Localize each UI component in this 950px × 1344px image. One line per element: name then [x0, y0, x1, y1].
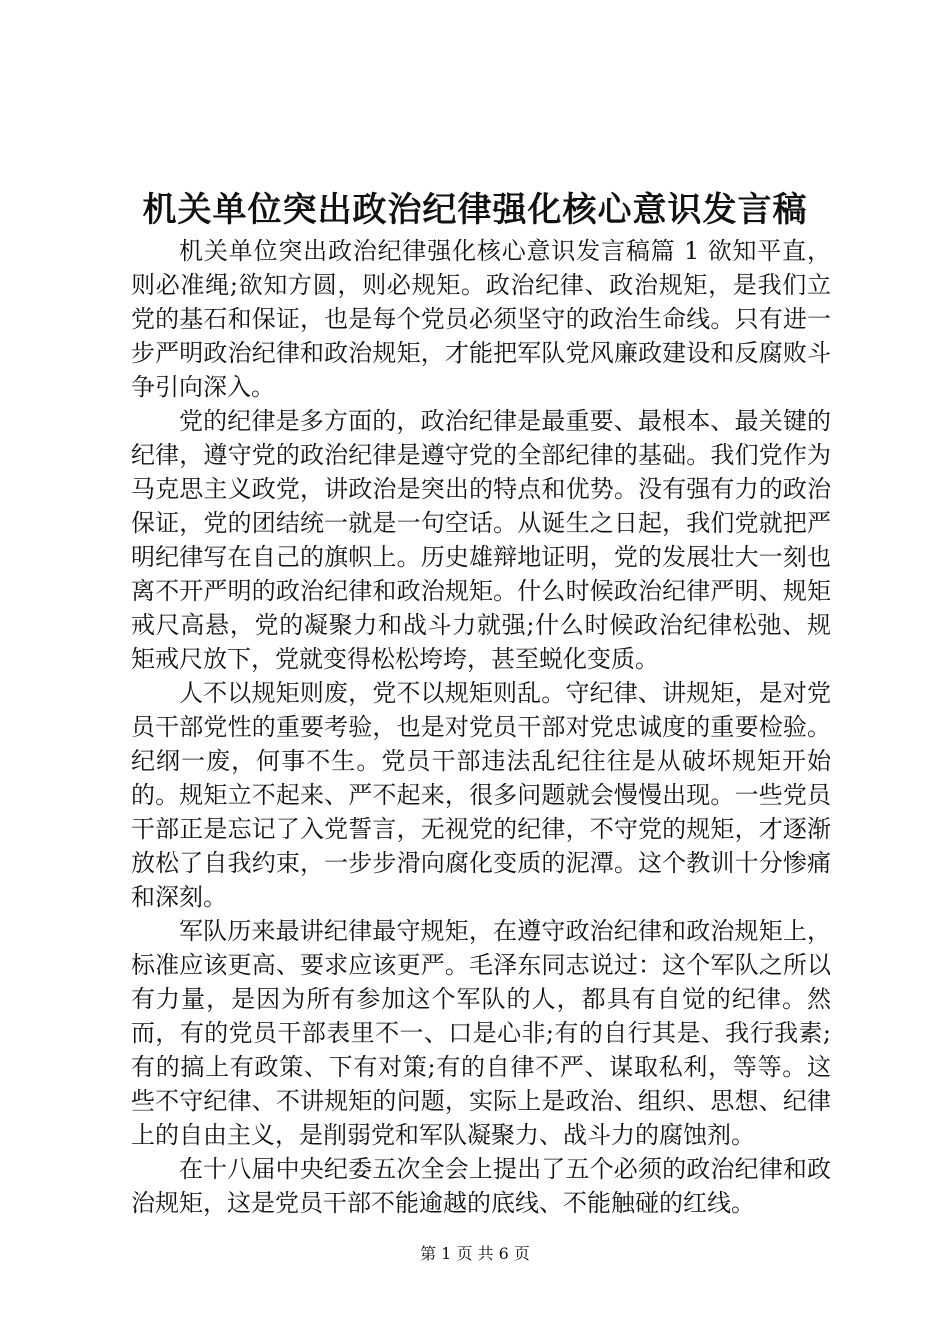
paragraph-5: 在十八届中央纪委五次全会上提出了五个必须的政治纪律和政治规矩，这是党员干部不能逾越的底线、不能触碰的红线。 — [131, 1155, 831, 1217]
paragraph-2: 党的纪律是多方面的，政治纪律是最重要、最根本、最关键的纪律，遵守党的政治纪律是遵守党的全部纪律的基础。我们党作为马克思主义政党，讲政治是突出的特点和优势。没有强有力的政治保证，党的团结统一就是一句空话。从诞生之日起，我们党就把严明纪律写在自己的旗帜上。历史雄辩地证明，党的发展壮大一刻也离不开严明的政治纪律和政治规矩。什么时候政治纪律严明、规矩戒尺高悬，党的凝聚力和战斗力就强;什么时候政治纪律松弛、规矩戒尺放下，党就变得松松垮垮，甚至蜕化变质。 — [131, 407, 831, 673]
paragraph-3: 人不以规矩则废，党不以规矩则乱。守纪律、讲规矩，是对党员干部党性的重要考验，也是对党员干部对党忠诚度的重要检验。纪纲一废，何事不生。党员干部违法乱纪往往是从破坏规矩开始的。规矩立不起来、严不起来，很多问题就会慢慢出现。一些党员干部正是忘记了入党誓言，无视党的纪律，不守党的规矩，才逐渐放松了自我约束，一步步滑向腐化变质的泥潭。这个教训十分惨痛和深刻。 — [131, 679, 831, 911]
document-title: 机关单位突出政治纪律强化核心意识发言稿 — [142, 190, 808, 230]
paragraph-4: 军队历来最讲纪律最守规矩，在遵守政治纪律和政治规矩上，标准应该更高、要求应该更严。毛泽东同志说过：这个军队之所以有力量，是因为所有参加这个军队的人，都具有自觉的纪律。然而，有的党员干部表里不一、口是心非;有的自行其是、我行我素;有的搞上有政策、下有对策;有的自律不严、谋取私利，等等。这些不守纪律、不讲规矩的问题，实际上是政治、组织、思想、纪律上的自由主义，是削弱党和军队凝聚力、战斗力的腐蚀剂。 — [131, 917, 831, 1149]
page-number-footer: 第 1 页 共 6 页 — [420, 1244, 530, 1263]
paragraph-1: 机关单位突出政治纪律强化核心意识发言稿篇 1 欲知平直，则必准绳;欲知方圆，则必规矩。政治纪律、政治规矩，是我们立党的基石和保证，也是每个党员必须坚守的政治生命线。只有进一步严明政治纪律和政治规矩，才能把军队党风廉政建设和反腐败斗争引向深入。 — [131, 237, 831, 401]
document-body — [131, 234, 831, 1220]
